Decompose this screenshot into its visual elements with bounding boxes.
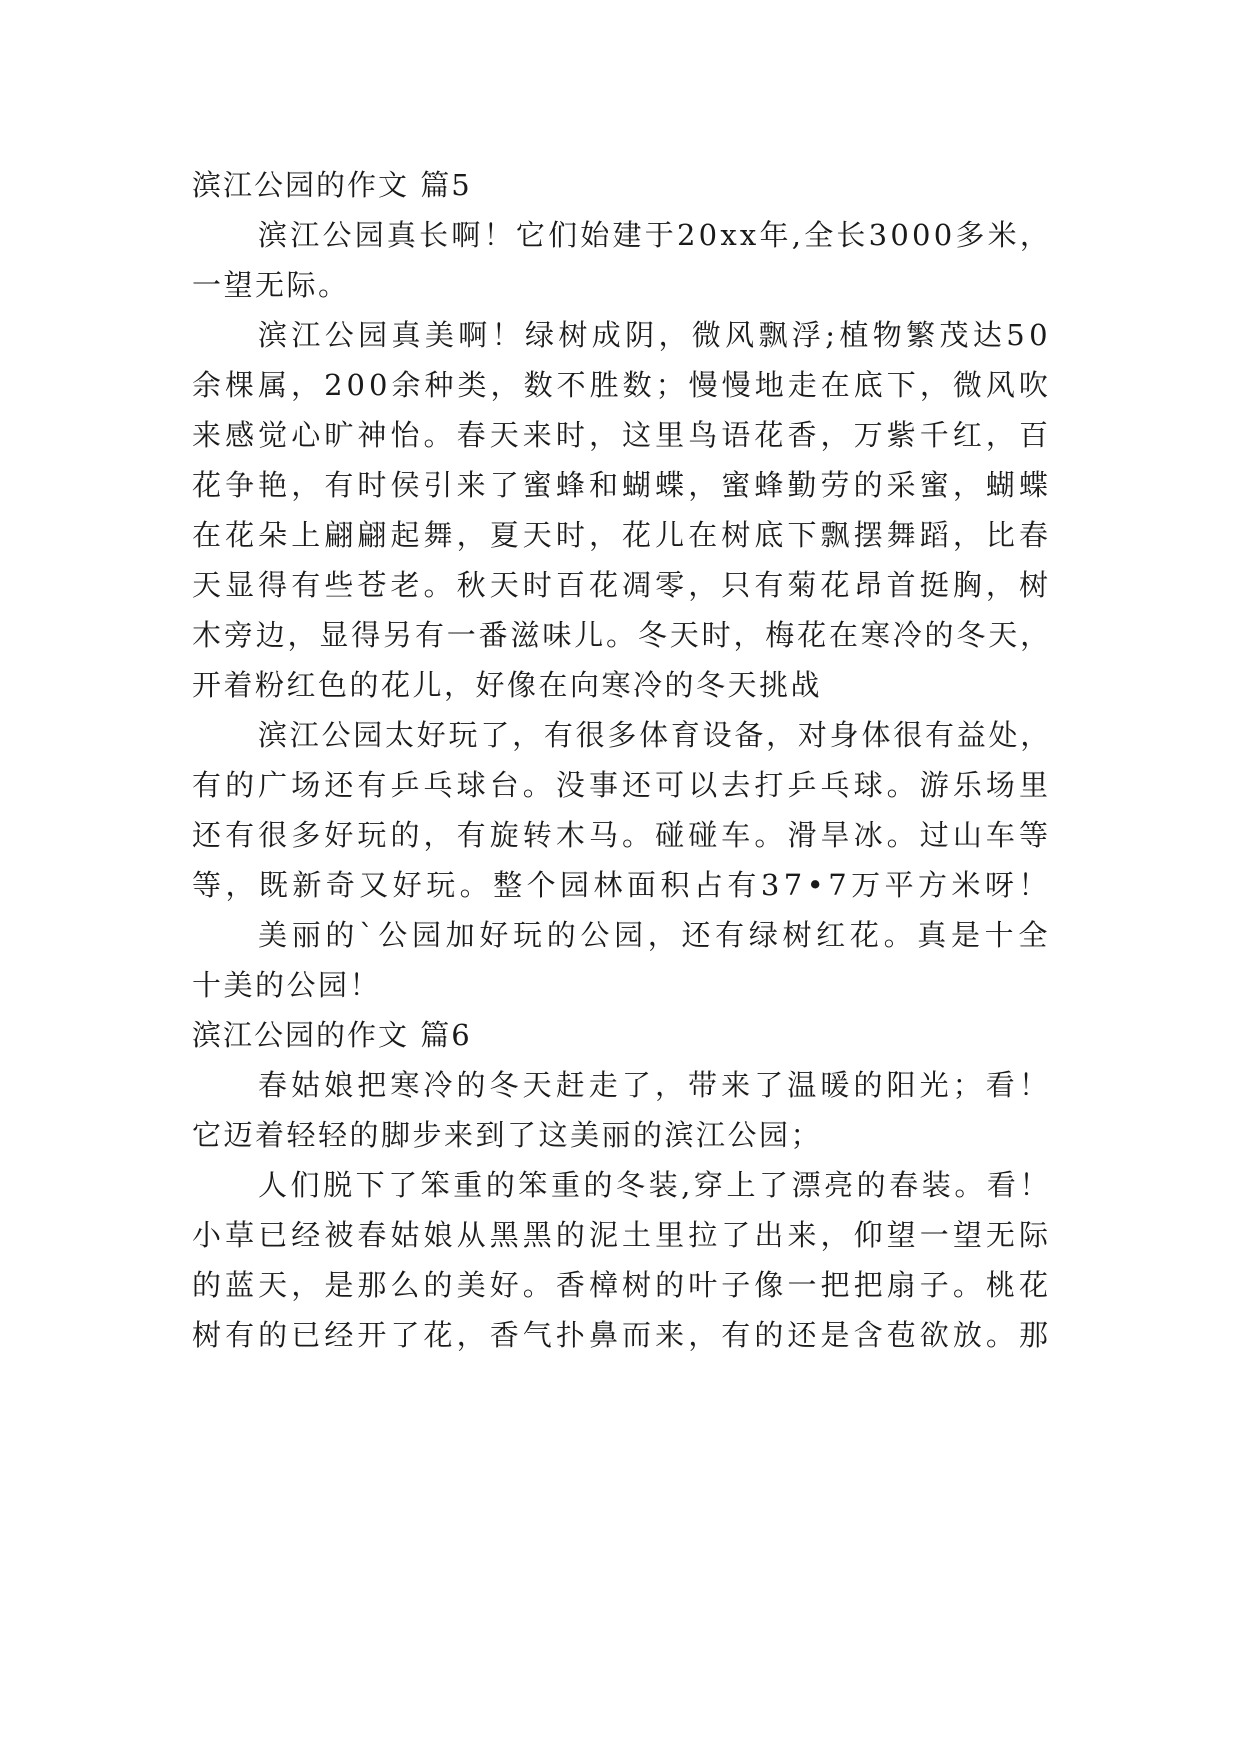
text-line: 滨江公园真美啊！绿树成阴，微风飘浮;植物繁茂达50 bbox=[258, 318, 1052, 352]
text-line: 人们脱下了笨重的笨重的冬装,穿上了漂亮的春装。看！ bbox=[258, 1168, 1052, 1202]
text-line: 在花朵上翩翩起舞，夏天时，花儿在树底下飘摆舞蹈，比春 bbox=[192, 518, 1053, 552]
paragraph bbox=[192, 910, 1052, 1010]
paragraph bbox=[192, 1060, 1052, 1160]
text-line: 一望无际。 bbox=[192, 268, 350, 302]
paragraph bbox=[192, 710, 1052, 910]
text-line: 十美的公园！ bbox=[192, 968, 382, 1002]
section-heading: 滨江公园的作文 篇5 bbox=[192, 168, 472, 202]
paragraph bbox=[192, 210, 1052, 310]
text-line: 来感觉心旷神怡。春天来时，这里鸟语花香，万紫千红，百 bbox=[192, 418, 1053, 452]
text-line: 美丽的`公园加好玩的公园，还有绿树红花。真是十全 bbox=[258, 918, 1053, 952]
text-line: 花争艳，有时侯引来了蜜蜂和蝴蝶，蜜蜂勤劳的采蜜，蝴蝶 bbox=[192, 468, 1053, 502]
paragraph bbox=[192, 1160, 1052, 1360]
text-line: 木旁边，显得另有一番滋味儿。冬天时，梅花在寒冷的冬天， bbox=[192, 618, 1052, 652]
text-line: 滨江公园太好玩了，有很多体育设备，对身体很有益处， bbox=[258, 718, 1053, 752]
text-line: 天显得有些苍老。秋天时百花凋零，只有菊花昂首挺胸，树 bbox=[192, 568, 1053, 602]
text-line: 小草已经被春姑娘从黑黑的泥土里拉了出来，仰望一望无际 bbox=[192, 1218, 1053, 1252]
document-page bbox=[192, 160, 1052, 1360]
text-line: 还有很多好玩的，有旋转木马。碰碰车。滑旱冰。过山车等 bbox=[192, 818, 1053, 852]
text-line: 树有的已经开了花，香气扑鼻而来，有的还是含苞欲放。那 bbox=[192, 1318, 1053, 1352]
text-line: 开着粉红色的花儿，好像在向寒冷的冬天挑战 bbox=[192, 668, 823, 702]
paragraph bbox=[192, 310, 1052, 710]
text-line: 滨江公园真长啊！它们始建于20xx年,全长3000多米， bbox=[258, 218, 1053, 252]
text-line: 它迈着轻轻的脚步来到了这美丽的滨江公园； bbox=[192, 1118, 823, 1152]
text-line: 余棵属，200余种类，数不胜数；慢慢地走在底下，微风吹 bbox=[192, 368, 1052, 402]
section-heading: 滨江公园的作文 篇6 bbox=[192, 1018, 472, 1052]
text-line: 有的广场还有乒乓球台。没事还可以去打乒乓球。游乐场里 bbox=[192, 768, 1053, 802]
text-line: 的蓝天，是那么的美好。香樟树的叶子像一把把扇子。桃花 bbox=[192, 1268, 1053, 1302]
text-line: 等，既新奇又好玩。整个园林面积占有37•7万平方米呀！ bbox=[192, 868, 1052, 902]
text-line: 春姑娘把寒冷的冬天赶走了，带来了温暖的阳光；看！ bbox=[258, 1068, 1052, 1102]
